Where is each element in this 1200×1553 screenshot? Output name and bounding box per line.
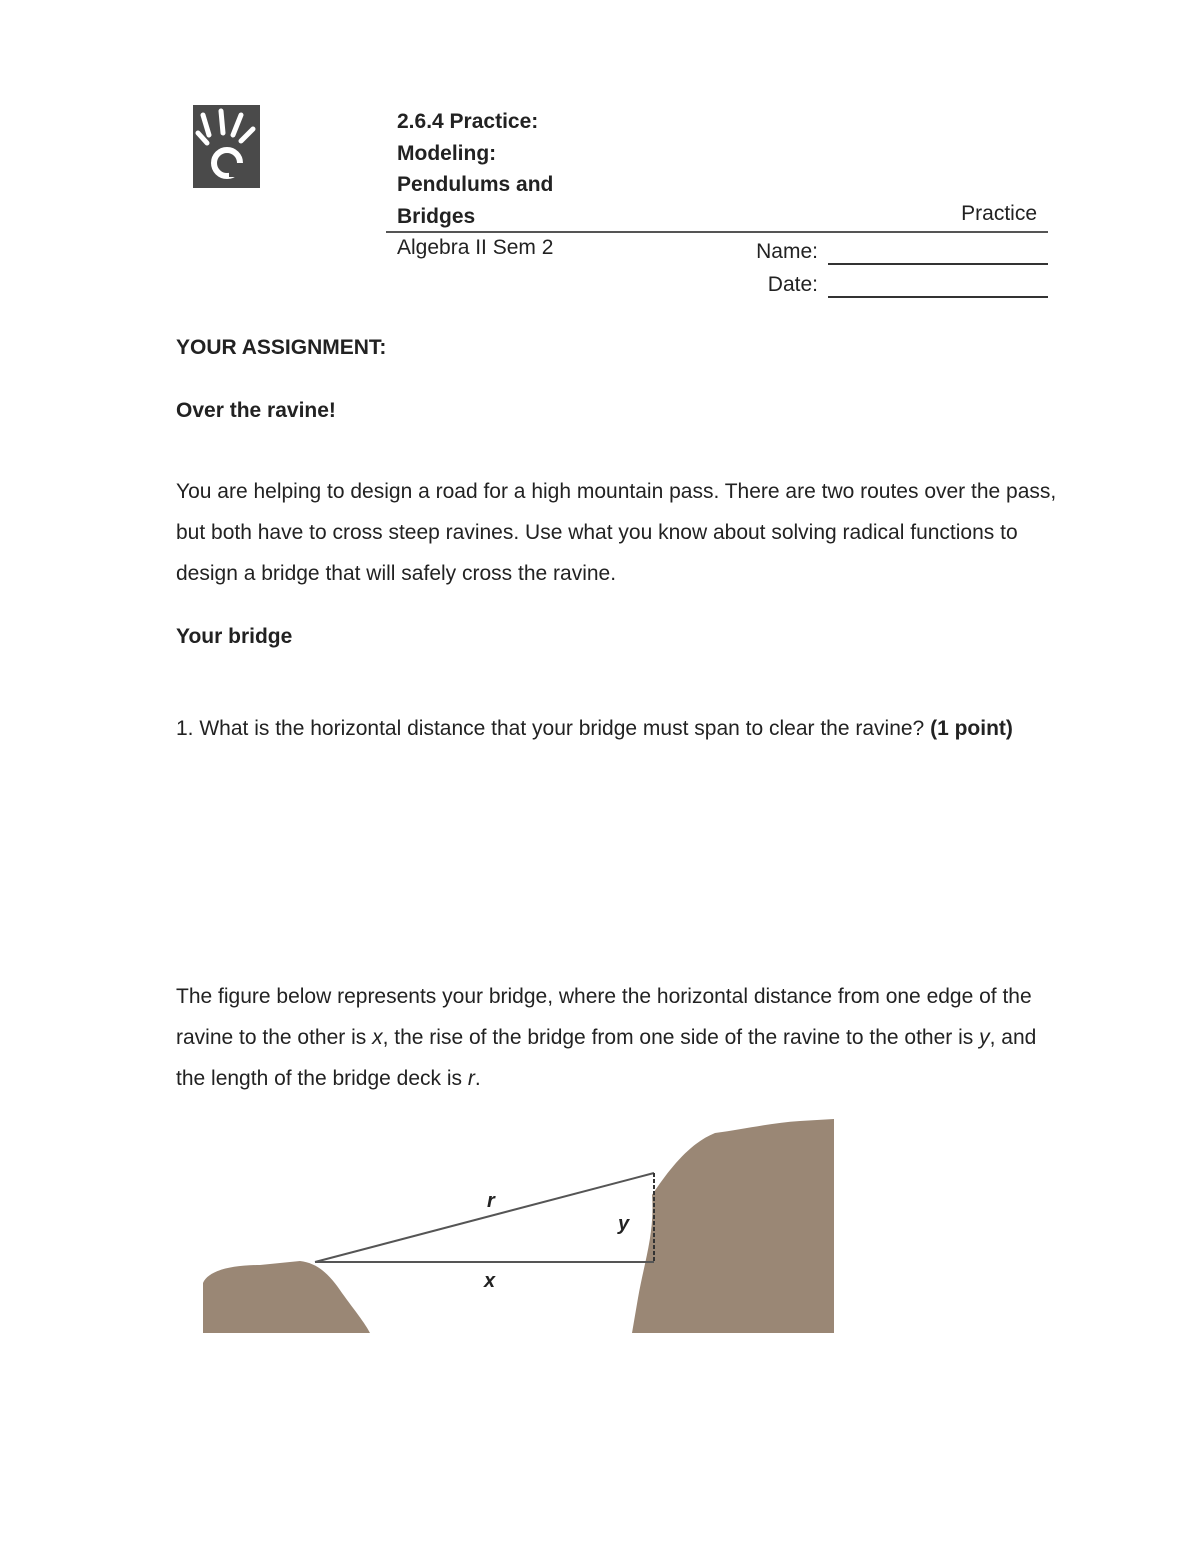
desc-var-y: y — [979, 1026, 990, 1049]
bridge-deck-r — [315, 1173, 654, 1262]
assignment-heading: YOUR ASSIGNMENT: — [176, 336, 387, 359]
desc-var-x: x — [372, 1026, 383, 1049]
section-heading: Over the ravine! — [176, 399, 336, 422]
title-line: Bridges — [397, 204, 476, 228]
title-line: Pendulums and — [397, 173, 554, 196]
desc-part: , the rise of the bridge from one side of the ravine to the other is — [382, 1026, 980, 1049]
question-1-points: (1 point) — [930, 717, 1013, 740]
course-label: Algebra II Sem 2 — [397, 236, 554, 259]
question-1-text: 1. What is the horizontal distance that your bridge must span to clear the ravine? — [176, 717, 925, 740]
label-x: x — [484, 1270, 496, 1292]
subsection-heading: Your bridge — [176, 625, 293, 648]
desc-var-r: r — [467, 1067, 475, 1090]
title-line: Modeling: — [397, 141, 497, 165]
question-1 — [176, 708, 1046, 749]
label-r: r — [487, 1190, 495, 1212]
title-line: 2.6.4 Practice: — [397, 110, 539, 133]
name-field[interactable] — [828, 263, 1048, 265]
desc-part: . — [474, 1067, 481, 1090]
header-divider — [386, 231, 1048, 233]
date-field[interactable] — [828, 296, 1048, 298]
bridge-figure — [200, 1113, 840, 1335]
desc-part: The figure below represents your bridge, where the horizontal distance from one edge of the ravine to the other is — [176, 985, 1032, 1049]
document-type-label: Practice — [961, 202, 1037, 225]
intro-paragraph: You are helping to design a road for a high mountain pass. There are two routes over the pass, but both have to cross steep ravines. Use what you know about solving radical functions to design a bridge that will safely cross the ravine. — [176, 480, 1057, 585]
right-cliff — [632, 1119, 834, 1333]
figure-description — [176, 976, 1056, 1099]
label-y: y — [618, 1213, 630, 1235]
left-cliff — [203, 1261, 370, 1333]
desc-part: , and the length of the bridge deck is — [176, 1026, 1037, 1090]
page-title — [397, 106, 637, 232]
date-label: Date: — [767, 273, 818, 296]
name-label: Name: — [756, 240, 818, 263]
publisher-logo-icon — [193, 105, 260, 188]
